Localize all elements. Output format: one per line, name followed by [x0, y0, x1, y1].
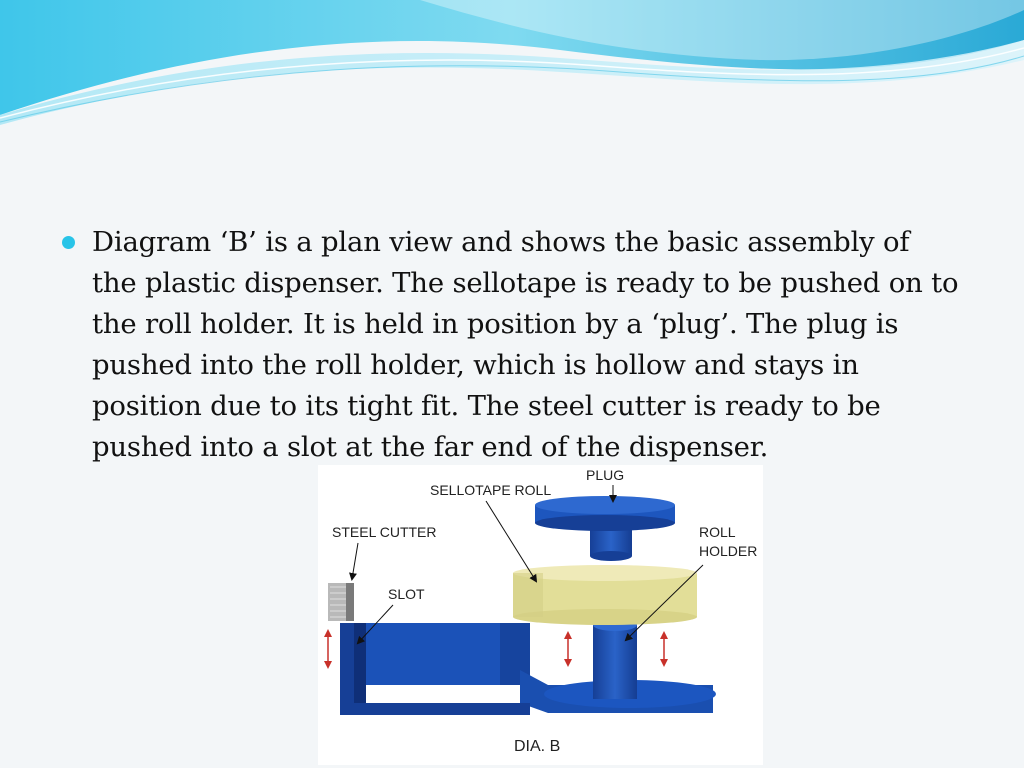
steel-cutter — [328, 583, 354, 621]
diagram-caption: DIA. B — [514, 738, 561, 755]
bullet-icon — [62, 236, 75, 249]
header-wave-decoration — [0, 0, 1024, 130]
label-holder: HOLDER — [699, 543, 758, 559]
label-roll: ROLL — [699, 524, 736, 540]
label-plug: PLUG — [586, 467, 625, 483]
label-slot: SLOT — [388, 586, 425, 602]
bullet-item — [62, 222, 962, 468]
dispenser-diagram — [318, 465, 763, 765]
sellotape-roll — [513, 565, 697, 625]
label-sellotape-roll: SELLOTAPE ROLL — [430, 482, 552, 498]
label-steel-cutter: STEEL CUTTER — [332, 524, 437, 540]
roll-holder — [593, 619, 637, 699]
bullet-text: Diagram ‘B’ is a plan view and shows the basic assembly of the plastic dispenser. The sellotape is ready to be pushed on to the roll holder. It is held in position by a ‘plug’. The plug is pushed into the roll holder, which is hollow and stays in position due to its tight fit. The steel cutter is ready to be pushed into a slot at the far end of the dispenser. — [92, 226, 959, 463]
